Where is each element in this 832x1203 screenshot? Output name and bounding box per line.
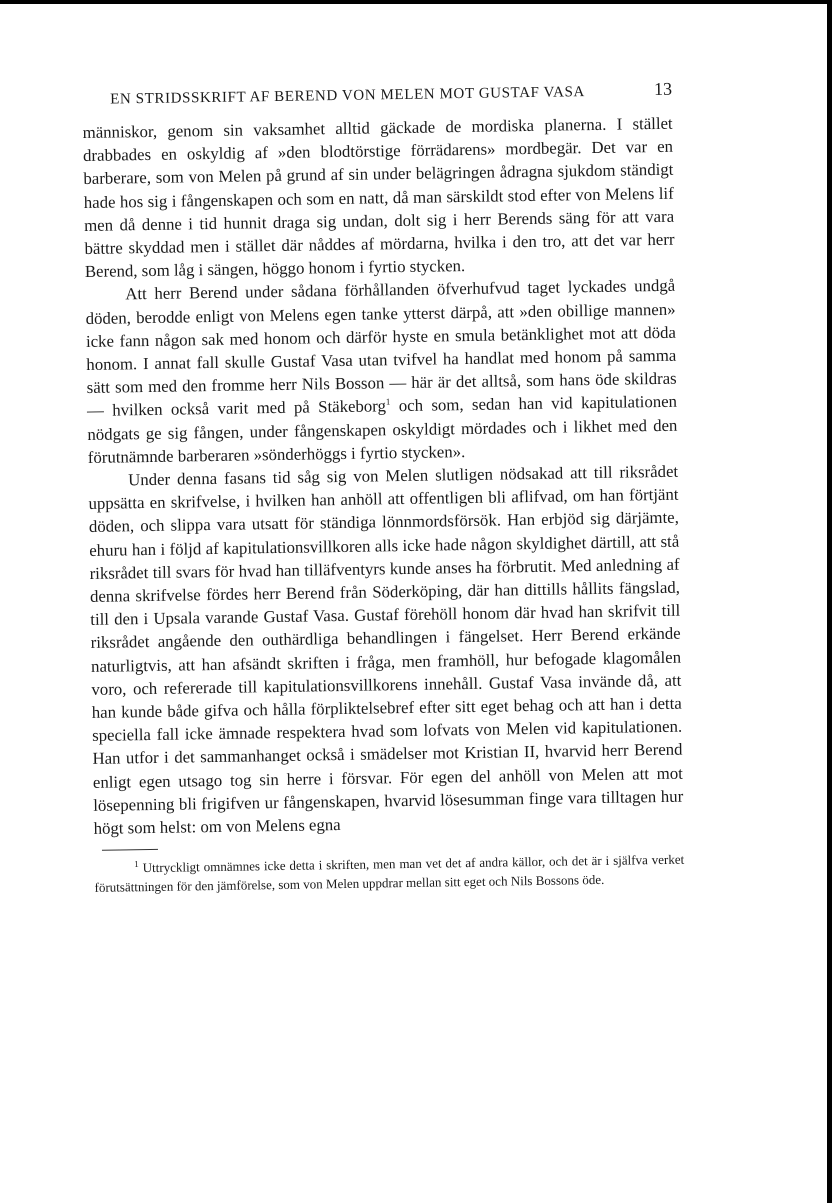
scan-edge-top <box>0 0 832 4</box>
running-head-title: EN STRIDSSKRIFT AF BEREND VON MELEN MOT GUSTAF VASA <box>110 84 586 108</box>
scan-edge-right <box>827 0 832 1203</box>
body-text <box>83 112 684 840</box>
paragraph: människor, genom sin vaksamhet alltid gäckade de mordiska planerna. I stället drabbades en oskyldig af »den blodtörstige förrädarens» mordbegär. Det var en barberare, som von Melen på grund af sin under belägringen ådragna sjukdom ständigt hade hos sig i fångenskapen och som en natt, då man särskildt stod efter von Melens lif men då denne i tid hunnit draga sig undan, dolt sig i herr Berends säng för att vara bättre skyddad men i stället där nåddes af mördarna, hvilka i den tro, att det var herr Berend, som låg i sängen, höggo honom i fyrtio stycken. <box>82 113 675 282</box>
paragraph-text: Att herr Berend under sådana förhållanden öfverhufvud taget lyckades undgå döden, berodde enligt von Melens egen tanke ytterst därpå, att »den obillige mannen» icke fann någon sak med honom och därför hyste en smula betänklighet mot att döda honom. I annat fall skulle Gustaf Vasa utan tvifvel ha handlat med honom på samma sätt som med den fromme herr Nils Bosson — här är det alltså, som hans öde skildras — hvilken också varit med på Stäkeborg <box>85 276 677 421</box>
footnote-text: Uttryckligt omnämnes icke detta i skriften, men man vet det af andra källor, och det är i själfva verket förutsättningen för den jämförelse, som von Melen uppdrar mellan sitt eget och Nils Bossons öde. <box>94 851 685 896</box>
paragraph <box>85 274 678 469</box>
paragraph-text: och som, sedan han vid kapitulationen nödgats ge sig fången, under fångenskapen oskyldigt mördades och i likhet med den förutnämnde barberaren »sönderhöggs i fyrtio stycken». <box>87 392 678 467</box>
paragraph: Under denna fasans tid såg sig von Melen slutligen nödsakad att till riksrådet uppsätta en skrifvelse, i hvilken han anhöll att offentligen bli aflifvad, om han förtjänt döden, och slippa vara utsatt för ständiga lönnmordsförsök. Han erbjöd sig därjämte, ehuru han i följd af kapitulationsvillkoren alls icke hade någon skyldighet därtill, att stå riksrådet till svars för hvad han tilläfventyrs kunde anses ha förbrutit. Med anledning af denna skrifvelse fördes herr Berend från Söderköping, där han dittills hållits fängslad, till den i Upsala varande Gustaf Vasa. Gustaf förehöll honom där hvad han skrifvit till riksrådet angående den outhärdliga behandlingen i fängelset. Herr Berend erkände naturligtvis, att han afsändt skriften i fråga, men framhöll, hur befogade klagomålen voro, och refererade till kapitulationsvillkorens innehåll. Gustaf Vasa invände då, att han kunde både gifva och hålla förpliktelsebref efter sitt eget behag och att han i detta speciella fall icke ämnade respektera hvad som lofvats von Melen vid kapitulationen. Han utfor i det sammanhanget också i smädelser mot Kristian II, hvarvid herr Berend enligt egen utsago tog sin herre i försvar. För egen del anhöll von Melen att mot lösepenning bli frigifven ur fångenskapen, hvarvid lösesumman finge vara tilltagen hur högt som helst: om von Melens egna <box>88 461 684 839</box>
footnotes <box>94 850 685 897</box>
page-number: 13 <box>653 78 673 100</box>
footnote-divider <box>102 849 158 851</box>
book-page <box>82 79 685 897</box>
running-head <box>82 79 672 109</box>
footnote <box>94 850 685 897</box>
footnote-reference: 1 <box>385 397 391 408</box>
footnote-mark: 1 <box>134 859 139 870</box>
